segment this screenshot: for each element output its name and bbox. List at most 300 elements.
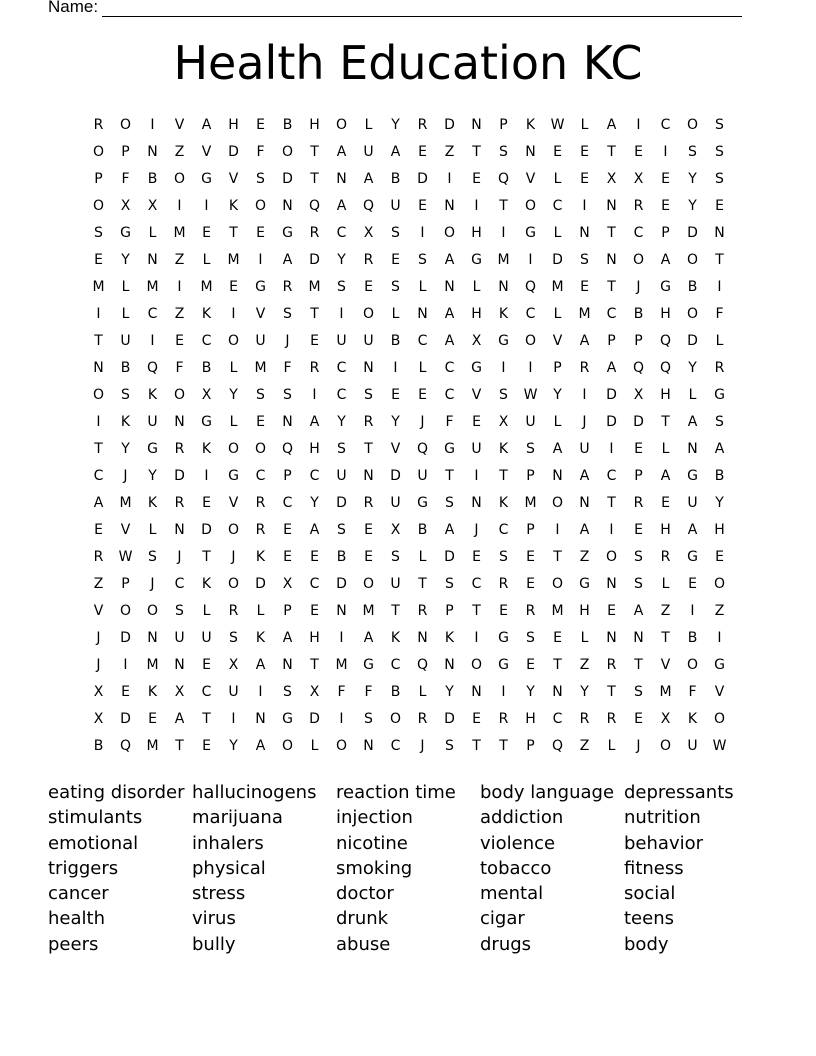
grid-letter: D bbox=[687, 332, 698, 349]
grid-letter: Y bbox=[688, 359, 697, 376]
grid-letter: C bbox=[606, 305, 617, 322]
grid-row bbox=[85, 462, 733, 489]
grid-letter: C bbox=[255, 467, 266, 484]
grid-letter: B bbox=[687, 629, 698, 646]
grid-letter: Q bbox=[146, 359, 159, 376]
grid-letter: E bbox=[715, 548, 724, 565]
grid-letter: K bbox=[201, 575, 212, 592]
grid-letter: S bbox=[634, 683, 643, 700]
grid-letter: Y bbox=[391, 116, 400, 133]
grid-letter: J bbox=[177, 548, 182, 565]
word-bank-item: injection bbox=[336, 807, 413, 829]
grid-letter: S bbox=[688, 143, 697, 160]
grid-letter: D bbox=[201, 521, 212, 538]
grid-letter: A bbox=[309, 413, 320, 430]
grid-letter: S bbox=[526, 440, 535, 457]
grid-letter: Q bbox=[524, 278, 537, 295]
grid-letter: X bbox=[633, 386, 644, 403]
grid-letter: I bbox=[474, 467, 479, 484]
grid-letter: B bbox=[633, 305, 644, 322]
grid-letter: T bbox=[445, 467, 454, 484]
grid-letter: I bbox=[150, 332, 155, 349]
grid-letter: O bbox=[281, 143, 294, 160]
grid-letter: K bbox=[687, 710, 698, 727]
grid-letter: H bbox=[660, 386, 671, 403]
grid-letter: S bbox=[391, 278, 400, 295]
grid-letter: M bbox=[146, 278, 159, 295]
grid-letter: E bbox=[310, 602, 319, 619]
grid-letter: Z bbox=[444, 143, 455, 160]
grid-letter: M bbox=[578, 305, 591, 322]
grid-letter: J bbox=[150, 575, 155, 592]
grid-letter: R bbox=[606, 656, 617, 673]
grid-letter: O bbox=[659, 737, 672, 754]
grid-letter: E bbox=[526, 548, 535, 565]
grid-letter: X bbox=[201, 386, 212, 403]
grid-letter: S bbox=[634, 548, 643, 565]
grid-letter: L bbox=[661, 575, 670, 592]
grid-letter: A bbox=[606, 359, 617, 376]
grid-letter: G bbox=[147, 440, 158, 457]
grid-letter: S bbox=[715, 170, 724, 187]
grid-letter: C bbox=[606, 467, 617, 484]
grid-letter: I bbox=[717, 629, 722, 646]
grid-letter: N bbox=[444, 656, 455, 673]
grid-letter: F bbox=[256, 143, 265, 160]
grid-letter: N bbox=[174, 656, 185, 673]
grid-letter: T bbox=[553, 656, 562, 673]
grid-letter: E bbox=[634, 710, 643, 727]
grid-letter: U bbox=[174, 629, 185, 646]
grid-letter: X bbox=[93, 710, 104, 727]
word-bank-item: drugs bbox=[480, 933, 532, 955]
grid-letter: I bbox=[177, 197, 182, 214]
grid-letter: H bbox=[660, 521, 671, 538]
grid-letter: O bbox=[632, 251, 645, 268]
grid-letter: H bbox=[579, 602, 590, 619]
grid-letter: I bbox=[312, 386, 317, 403]
grid-letter: D bbox=[633, 413, 644, 430]
grid-letter: C bbox=[633, 224, 644, 241]
grid-letter: M bbox=[146, 737, 159, 754]
grid-letter: N bbox=[336, 602, 347, 619]
grid-letter: L bbox=[121, 305, 130, 322]
grid-letter: R bbox=[417, 710, 428, 727]
grid-row bbox=[85, 219, 733, 246]
grid-letter: L bbox=[418, 359, 427, 376]
grid-letter: M bbox=[200, 278, 213, 295]
grid-letter: L bbox=[148, 521, 157, 538]
grid-letter: O bbox=[227, 521, 240, 538]
grid-letter: W bbox=[118, 548, 133, 565]
grid-letter: N bbox=[282, 197, 293, 214]
word-bank-item: body language bbox=[480, 782, 615, 803]
grid-letter: K bbox=[444, 629, 455, 646]
grid-letter: P bbox=[526, 737, 535, 754]
grid-letter: C bbox=[444, 386, 455, 403]
grid-letter: I bbox=[339, 305, 344, 322]
name-label: Name: bbox=[48, 0, 99, 16]
grid-letter: S bbox=[283, 683, 292, 700]
grid-letter: Z bbox=[579, 548, 590, 565]
grid-letter: P bbox=[283, 602, 292, 619]
grid-letter: U bbox=[147, 413, 158, 430]
grid-letter: R bbox=[363, 413, 374, 430]
word-bank-item: addiction bbox=[480, 807, 564, 829]
grid-letter: K bbox=[147, 494, 158, 511]
grid-letter: U bbox=[417, 467, 428, 484]
grid-letter: N bbox=[147, 143, 158, 160]
grid-letter: S bbox=[337, 440, 346, 457]
word-bank-item: tobacco bbox=[480, 857, 552, 879]
word-bank-item: behavior bbox=[624, 832, 704, 854]
name-field[interactable] bbox=[48, 0, 742, 17]
grid-letter: S bbox=[526, 629, 535, 646]
grid-row bbox=[85, 354, 733, 381]
grid-letter: J bbox=[420, 413, 425, 430]
grid-letter: R bbox=[174, 494, 185, 511]
grid-letter: J bbox=[420, 737, 425, 754]
grid-letter: A bbox=[579, 521, 590, 538]
grid-letter: B bbox=[120, 359, 131, 376]
grid-letter: S bbox=[634, 575, 643, 592]
grid-letter: R bbox=[228, 602, 239, 619]
grid-letter: I bbox=[636, 116, 641, 133]
grid-letter: Q bbox=[632, 359, 645, 376]
grid-letter: D bbox=[444, 116, 455, 133]
grid-letter: E bbox=[472, 413, 481, 430]
grid-letter: F bbox=[445, 413, 454, 430]
grid-letter: D bbox=[444, 548, 455, 565]
word-bank-item: body bbox=[624, 933, 669, 955]
grid-letter: L bbox=[364, 116, 373, 133]
grid-letter: I bbox=[582, 386, 587, 403]
word-bank-item: inhalers bbox=[192, 832, 264, 854]
grid-letter: N bbox=[471, 683, 482, 700]
grid-letter: O bbox=[92, 386, 105, 403]
grid-letter: D bbox=[120, 629, 131, 646]
grid-letter: V bbox=[120, 521, 131, 538]
grid-letter: J bbox=[582, 413, 587, 430]
grid-letter: T bbox=[715, 251, 724, 268]
grid-letter: F bbox=[337, 683, 346, 700]
grid-letter: R bbox=[606, 710, 617, 727]
grid-letter: S bbox=[499, 548, 508, 565]
grid-letter: S bbox=[391, 224, 400, 241]
grid-letter: L bbox=[553, 413, 562, 430]
grid-letter: O bbox=[686, 656, 699, 673]
grid-letter: N bbox=[147, 629, 158, 646]
grid-letter: I bbox=[501, 359, 506, 376]
grid-letter: E bbox=[472, 170, 481, 187]
grid-letter: M bbox=[92, 278, 105, 295]
grid-letter: E bbox=[364, 548, 373, 565]
grid-letter: M bbox=[227, 251, 240, 268]
grid-letter: S bbox=[121, 386, 130, 403]
grid-letter: R bbox=[93, 548, 104, 565]
word-bank-item: fitness bbox=[624, 857, 684, 879]
grid-letter: A bbox=[444, 332, 455, 349]
word-bank-item: emotional bbox=[48, 832, 139, 854]
grid-letter: P bbox=[121, 575, 130, 592]
grid-letter: I bbox=[96, 413, 101, 430]
grid-letter: Y bbox=[337, 413, 346, 430]
grid-letter: S bbox=[391, 548, 400, 565]
grid-letter: J bbox=[636, 278, 641, 295]
grid-letter: L bbox=[418, 548, 427, 565]
grid-letter: Z bbox=[579, 737, 590, 754]
grid-row bbox=[85, 624, 733, 651]
grid-letter: N bbox=[417, 305, 428, 322]
grid-letter: U bbox=[390, 575, 401, 592]
grid-letter: U bbox=[471, 440, 482, 457]
grid-letter: E bbox=[202, 656, 211, 673]
grid-letter: T bbox=[553, 548, 562, 565]
grid-letter: R bbox=[363, 494, 374, 511]
grid-letter: D bbox=[606, 386, 617, 403]
grid-letter: N bbox=[147, 251, 158, 268]
grid-letter: G bbox=[714, 656, 725, 673]
grid-letter: A bbox=[579, 467, 590, 484]
grid-letter: B bbox=[417, 521, 428, 538]
grid-letter: D bbox=[336, 575, 347, 592]
word-bank-item: eating disorder bbox=[48, 782, 185, 803]
grid-row bbox=[85, 516, 733, 543]
word-bank-item: smoking bbox=[336, 857, 413, 879]
grid-letter: F bbox=[715, 305, 724, 322]
grid-letter: G bbox=[417, 494, 428, 511]
grid-row bbox=[85, 408, 733, 435]
grid-letter: J bbox=[231, 548, 236, 565]
grid-letter: F bbox=[364, 683, 373, 700]
grid-letter: R bbox=[282, 278, 293, 295]
grid-letter: E bbox=[526, 575, 535, 592]
grid-letter: W bbox=[523, 386, 538, 403]
grid-letter: G bbox=[120, 224, 131, 241]
grid-letter: S bbox=[715, 116, 724, 133]
grid-letter: Z bbox=[714, 602, 725, 619]
grid-letter: M bbox=[497, 251, 510, 268]
word-bank-item: health bbox=[48, 908, 105, 930]
grid-letter: Q bbox=[659, 359, 672, 376]
grid-letter: H bbox=[660, 305, 671, 322]
grid-letter: I bbox=[339, 629, 344, 646]
word-bank-item: teens bbox=[624, 908, 674, 930]
grid-letter: H bbox=[471, 224, 482, 241]
word-bank-item: peers bbox=[48, 933, 99, 955]
grid-letter: A bbox=[336, 197, 347, 214]
grid-letter: S bbox=[418, 251, 427, 268]
grid-letter: L bbox=[418, 683, 427, 700]
grid-letter: I bbox=[555, 521, 560, 538]
grid-letter: S bbox=[148, 548, 157, 565]
grid-letter: N bbox=[606, 575, 617, 592]
grid-letter: E bbox=[283, 521, 292, 538]
grid-letter: I bbox=[339, 710, 344, 727]
grid-letter: I bbox=[690, 602, 695, 619]
grid-letter: K bbox=[201, 305, 212, 322]
grid-letter: B bbox=[687, 278, 698, 295]
grid-row bbox=[85, 111, 733, 138]
grid-letter: S bbox=[364, 386, 373, 403]
grid-letter: Q bbox=[659, 332, 672, 349]
grid-letter: A bbox=[660, 467, 671, 484]
grid-letter: E bbox=[661, 494, 670, 511]
grid-letter: E bbox=[391, 386, 400, 403]
grid-letter: M bbox=[119, 494, 132, 511]
word-bank-item: virus bbox=[192, 908, 236, 930]
grid-letter: C bbox=[174, 575, 185, 592]
grid-letter: L bbox=[202, 251, 211, 268]
grid-letter: O bbox=[362, 575, 375, 592]
grid-letter: K bbox=[120, 413, 131, 430]
grid-letter: J bbox=[285, 332, 290, 349]
grid-letter: Y bbox=[148, 467, 157, 484]
grid-letter: E bbox=[364, 278, 373, 295]
grid-letter: L bbox=[553, 305, 562, 322]
grid-letter: E bbox=[607, 602, 616, 619]
grid-letter: E bbox=[526, 656, 535, 673]
grid-letter: T bbox=[94, 332, 103, 349]
grid-letter: E bbox=[283, 548, 292, 565]
grid-letter: I bbox=[123, 656, 128, 673]
grid-letter: G bbox=[498, 332, 509, 349]
grid-letter: P bbox=[499, 116, 508, 133]
grid-letter: O bbox=[605, 548, 618, 565]
grid-row bbox=[85, 165, 733, 192]
grid-letter: Y bbox=[688, 197, 697, 214]
grid-letter: L bbox=[310, 737, 319, 754]
grid-letter: C bbox=[201, 683, 212, 700]
grid-letter: X bbox=[174, 683, 185, 700]
grid-letter: Q bbox=[281, 440, 294, 457]
grid-letter: P bbox=[634, 467, 643, 484]
grid-letter: M bbox=[551, 602, 564, 619]
grid-letter: M bbox=[659, 683, 672, 700]
grid-letter: P bbox=[121, 143, 130, 160]
grid-letter: E bbox=[688, 575, 697, 592]
grid-letter: M bbox=[173, 224, 186, 241]
grid-letter: O bbox=[227, 575, 240, 592]
grid-letter: W bbox=[550, 116, 565, 133]
grid-letter: R bbox=[255, 494, 266, 511]
grid-letter: Y bbox=[715, 494, 724, 511]
grid-letter: S bbox=[94, 224, 103, 241]
grid-letter: A bbox=[363, 629, 374, 646]
grid-letter: I bbox=[258, 683, 263, 700]
grid-letter: L bbox=[715, 332, 724, 349]
grid-letter: I bbox=[609, 440, 614, 457]
grid-letter: O bbox=[119, 602, 132, 619]
grid-letter: I bbox=[204, 467, 209, 484]
grid-letter: C bbox=[390, 656, 401, 673]
grid-letter: S bbox=[283, 305, 292, 322]
grid-letter: O bbox=[173, 386, 186, 403]
grid-letter: U bbox=[228, 683, 239, 700]
grid-letter: V bbox=[174, 116, 185, 133]
grid-letter: E bbox=[310, 332, 319, 349]
grid-letter: T bbox=[418, 575, 427, 592]
grid-letter: R bbox=[93, 116, 104, 133]
grid-letter: Q bbox=[416, 440, 429, 457]
grid-letter: C bbox=[417, 332, 428, 349]
grid-letter: A bbox=[201, 116, 212, 133]
grid-letter: E bbox=[121, 683, 130, 700]
grid-letter: O bbox=[551, 494, 564, 511]
grid-letter: T bbox=[634, 656, 643, 673]
grid-letter: V bbox=[201, 143, 212, 160]
grid-letter: U bbox=[336, 332, 347, 349]
grid-letter: O bbox=[146, 602, 159, 619]
grid-letter: I bbox=[231, 710, 236, 727]
grid-letter: E bbox=[580, 170, 589, 187]
grid-letter: K bbox=[228, 197, 239, 214]
grid-letter: L bbox=[148, 224, 157, 241]
grid-letter: G bbox=[363, 656, 374, 673]
grid-letter: U bbox=[363, 332, 374, 349]
grid-letter: X bbox=[498, 413, 509, 430]
grid-letter: K bbox=[498, 305, 509, 322]
grid-letter: I bbox=[150, 116, 155, 133]
grid-letter: S bbox=[715, 413, 724, 430]
grid-letter: L bbox=[418, 278, 427, 295]
grid-letter: E bbox=[202, 494, 211, 511]
grid-letter: Y bbox=[229, 737, 238, 754]
word-bank-item: marijuana bbox=[192, 807, 283, 829]
grid-letter: G bbox=[444, 440, 455, 457]
grid-letter: D bbox=[255, 575, 266, 592]
word-bank-item: cancer bbox=[48, 883, 109, 905]
grid-letter: I bbox=[582, 197, 587, 214]
grid-letter: L bbox=[688, 386, 697, 403]
word-bank-item: depressants bbox=[624, 782, 734, 803]
grid-letter: A bbox=[93, 494, 104, 511]
grid-letter: E bbox=[634, 440, 643, 457]
grid-letter: R bbox=[498, 575, 509, 592]
grid-row bbox=[85, 273, 733, 300]
letter-grid bbox=[85, 111, 733, 759]
grid-letter: A bbox=[444, 251, 455, 268]
grid-letter: O bbox=[281, 737, 294, 754]
grid-letter: N bbox=[363, 467, 374, 484]
grid-letter: D bbox=[282, 170, 293, 187]
grid-letter: I bbox=[528, 359, 533, 376]
grid-letter: A bbox=[714, 440, 725, 457]
grid-letter: I bbox=[231, 305, 236, 322]
grid-letter: A bbox=[552, 440, 563, 457]
grid-letter: K bbox=[498, 440, 509, 457]
grid-letter: E bbox=[256, 116, 265, 133]
grid-letter: N bbox=[336, 170, 347, 187]
grid-letter: C bbox=[147, 305, 158, 322]
grid-letter: N bbox=[174, 413, 185, 430]
grid-letter: E bbox=[715, 197, 724, 214]
grid-letter: R bbox=[579, 359, 590, 376]
grid-letter: T bbox=[607, 683, 616, 700]
grid-letter: T bbox=[310, 143, 319, 160]
grid-letter: X bbox=[660, 710, 671, 727]
name-blank-line[interactable] bbox=[102, 0, 742, 17]
grid-letter: H bbox=[714, 521, 725, 538]
grid-letter: H bbox=[228, 116, 239, 133]
grid-letter: R bbox=[525, 602, 536, 619]
grid-letter: D bbox=[390, 467, 401, 484]
grid-letter: U bbox=[390, 197, 401, 214]
grid-letter: J bbox=[96, 629, 101, 646]
grid-letter: U bbox=[579, 440, 590, 457]
word-bank-item: stress bbox=[192, 883, 246, 905]
grid-letter: D bbox=[120, 710, 131, 727]
